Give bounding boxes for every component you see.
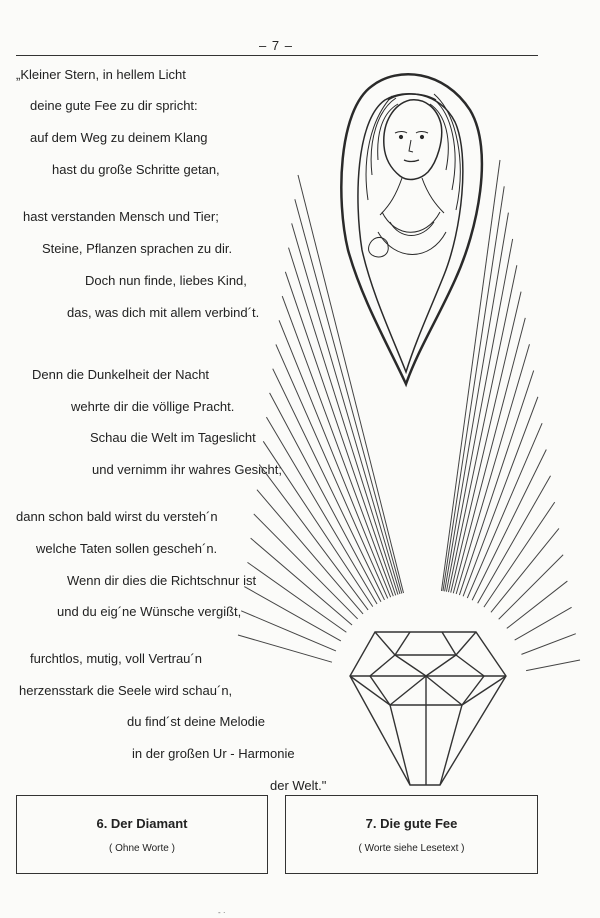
light-ray <box>295 199 402 593</box>
verse-line: du find´st deine Melodie <box>127 714 266 729</box>
light-ray <box>443 186 504 591</box>
verse-line: dann schon bald wirst du versteh´n <box>16 509 218 524</box>
light-ray <box>463 397 538 597</box>
light-ray <box>515 607 572 640</box>
light-ray <box>251 538 352 625</box>
verse-line: wehrte dir die völlige Pracht. <box>71 399 235 414</box>
verse-line: das, was dich mit allem verbind´t. <box>67 305 260 320</box>
light-ray <box>521 634 575 655</box>
verse-line: furchtlos, mutig, voll Vertrau´n <box>30 651 202 666</box>
diamond-icon <box>350 632 506 785</box>
caption-subtitle: ( Worte siehe Lesetext ) <box>358 843 465 854</box>
verse-line: „Kleiner Stern, in hellem Licht <box>16 67 186 82</box>
light-ray <box>289 248 398 595</box>
verse-line: Denn die Dunkelheit der Nacht <box>32 367 210 382</box>
light-ray <box>241 611 336 651</box>
light-ray <box>238 635 332 662</box>
light-ray <box>526 660 580 671</box>
caption-subtitle: ( Ohne Worte ) <box>109 843 175 854</box>
verse-line: Wenn dir dies die Richtschnur ist <box>67 573 257 588</box>
verse-line: welche Taten sollen gescheh´n. <box>36 541 218 556</box>
caption-title: 7. Die gute Fee <box>365 816 458 831</box>
verse-line: herzensstark die Seele wird schau´n, <box>19 683 233 698</box>
light-ray <box>257 490 363 614</box>
verse-line: und du eig´ne Wünsche vergißt, <box>57 604 242 619</box>
footer-mark: - · <box>218 908 226 917</box>
light-ray <box>445 213 509 592</box>
verse-line: Steine, Pflanzen sprachen zu dir. <box>42 241 233 256</box>
verse-line: hast verstanden Mensch und Tier; <box>23 209 219 224</box>
light-rays-icon <box>238 160 580 671</box>
verse-line: hast du große Schritte getan, <box>52 162 220 177</box>
light-ray <box>453 318 525 593</box>
verse-line: auf dem Weg zu deinem Klang <box>30 130 208 145</box>
light-ray <box>263 441 373 606</box>
verse-line: in der großen Ur - Harmonie <box>132 746 295 761</box>
light-ray <box>260 466 368 610</box>
verse-line: Doch nun finde, liebes Kind, <box>85 273 247 288</box>
caption-box-diamond <box>16 795 268 874</box>
light-ray <box>507 581 568 628</box>
fairy-diamond-illustration <box>220 60 590 795</box>
light-ray <box>459 371 533 596</box>
light-ray <box>266 417 377 604</box>
caption-box-fairy <box>285 795 538 874</box>
verse-line: deine gute Fee zu dir spricht: <box>30 98 198 113</box>
verse-line: Schau die Welt im Tageslicht <box>90 430 256 445</box>
light-ray <box>276 344 388 598</box>
fairy-icon <box>341 74 482 384</box>
verse-line: und vernimm ihr wahres Gesicht; <box>92 462 283 477</box>
light-ray <box>247 562 346 632</box>
light-ray <box>282 296 393 596</box>
page-number: – 7 – <box>259 38 293 53</box>
light-ray <box>285 272 395 596</box>
verse-line: der Welt." <box>270 778 327 793</box>
caption-title: 6. Der Diamant <box>96 816 188 831</box>
light-ray <box>292 223 400 594</box>
header-divider <box>16 55 538 56</box>
